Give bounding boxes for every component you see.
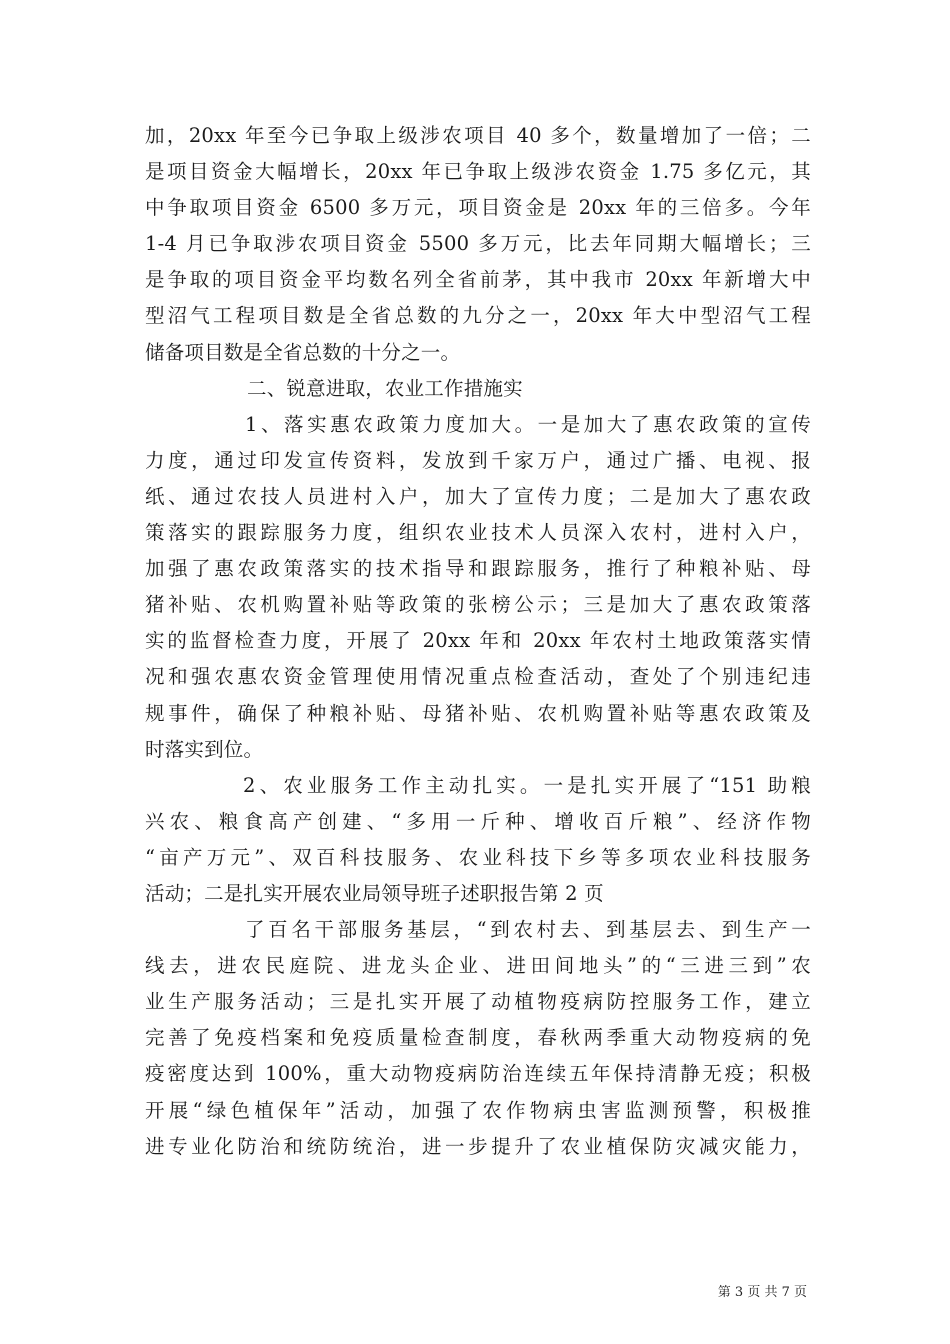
- text-line: 规事件，确保了种粮补贴、母猪补贴、农机购置补贴等惠农政策及: [145, 701, 811, 725]
- text-line: 纸、通过农技人员进村入户，加大了宣传力度；二是加大了惠农政: [145, 484, 811, 508]
- text-line: 是争取的项目资金平均数名列全省前茅，其中我市 20xx 年新增大中: [145, 268, 811, 292]
- document-body: [145, 118, 811, 1165]
- text-line: 况和强农惠农资金管理使用情况重点检查活动，查处了个别违纪违: [145, 665, 811, 689]
- text-line: 实的监督检查力度，开展了 20xx 年和 20xx 年农村土地政策落实情: [145, 629, 812, 653]
- text-line: 力度，通过印发宣传资料，发放到千家万户，通过广播、电视、报: [145, 448, 811, 472]
- text-line: 加，20xx 年至今已争取上级涉农项目 40 多个，数量增加了一倍；二: [145, 124, 811, 147]
- text-line: 疫密度达到 100%，重大动物疫病防治连续五年保持清静无疫；积极: [145, 1062, 811, 1086]
- text-line: 储备项目数是全省总数的十分之一。: [145, 340, 461, 364]
- text-line: 二、锐意进取，农业工作措施实: [247, 376, 523, 400]
- text-line: “亩产万元”、双百科技服务、农业科技下乡等多项农业科技服务: [145, 845, 811, 869]
- text-line: 线去，进农民庭院、进龙头企业、进田间地头”的“三进三到”农: [145, 954, 811, 978]
- text-line: 活动；二是扎实开展农业局领导班子述职报告第 2 页: [145, 881, 604, 905]
- page-number: 第 3 页 共 7 页: [717, 1285, 807, 1300]
- text-line: 2、农业服务工作主动扎实。一是扎实开展了“151 助粮: [243, 773, 811, 797]
- text-line: 是项目资金大幅增长，20xx 年已争取上级涉农资金 1.75 多亿元，其: [145, 160, 811, 184]
- text-line: 开展“绿色植保年”活动，加强了农作物病虫害监测预警，积极推: [145, 1098, 811, 1122]
- text-line: 型沼气工程项目数是全省总数的九分之一，20xx 年大中型沼气工程: [145, 304, 811, 328]
- text-line: 1、落实惠农政策力度加大。一是加大了惠农政策的宣传: [245, 412, 811, 436]
- text-line: 加强了惠农政策落实的技术指导和跟踪服务，推行了种粮补贴、母: [145, 557, 811, 581]
- text-line: 业生产服务活动；三是扎实开展了动植物疫病防控服务工作，建立: [145, 990, 811, 1014]
- text-line: 1-4 月已争取涉农项目资金 5500 多万元，比去年同期大幅增长；三: [145, 232, 811, 256]
- page-footer: [0, 1284, 950, 1302]
- text-line: 完善了免疫档案和免疫质量检查制度，春秋两季重大动物疫病的免: [145, 1026, 811, 1050]
- text-line: 猪补贴、农机购置补贴等政策的张榜公示；三是加大了惠农政策落: [145, 593, 811, 617]
- text-line: 中争取项目资金 6500 多万元，项目资金是 20xx 年的三倍多。今年: [145, 196, 811, 220]
- text-line: 进专业化防治和统防统治，进一步提升了农业植保防灾减灾能力，: [145, 1134, 811, 1158]
- text-line: 策落实的跟踪服务力度，组织农业技术人员深入农村，进村入户，: [145, 521, 811, 545]
- text-line: 了百名干部服务基层，“到农村去、到基层去、到生产一: [245, 918, 811, 942]
- text-line: 时落实到位。: [145, 737, 264, 761]
- text-line: 兴农、粮食高产创建、“多用一斤种、增收百斤粮”、经济作物: [145, 809, 811, 833]
